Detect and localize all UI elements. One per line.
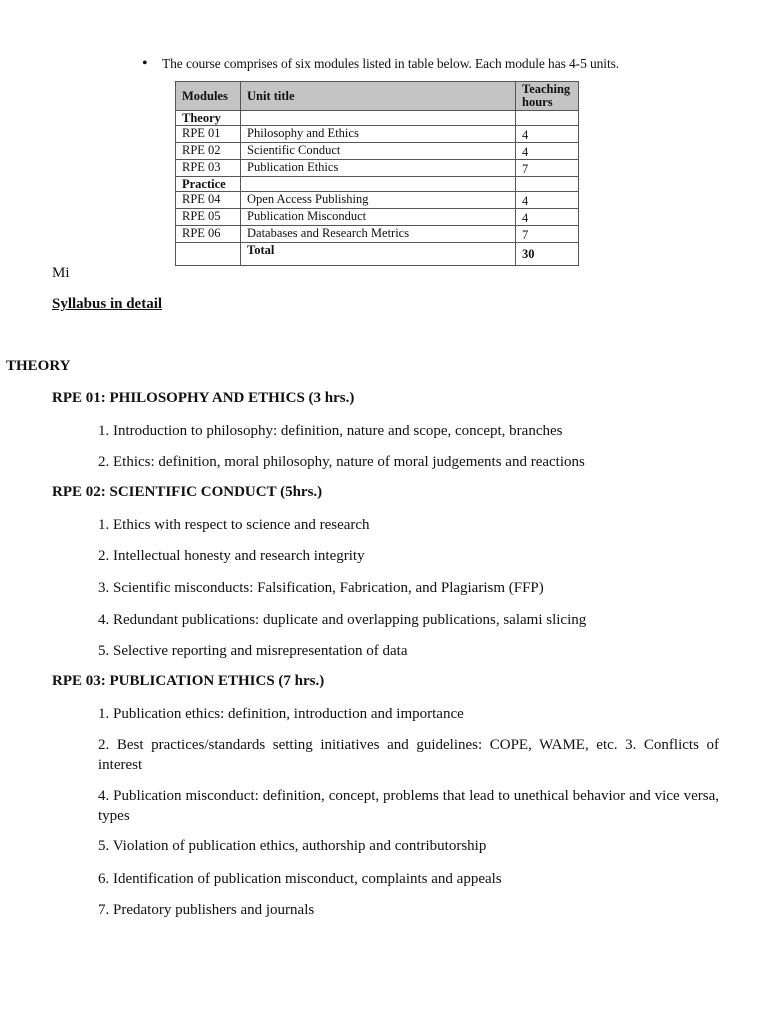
section-heading-theory: THEORY: [6, 358, 71, 374]
teaching-hours: 4: [516, 192, 579, 209]
bullet-point: •: [142, 55, 148, 72]
list-item: 2. Ethics: definition, moral philosophy, nature of moral judgements and reactions: [98, 454, 585, 470]
module-heading-rpe-02: RPE 02: SCIENTIFIC CONDUCT (5hrs.): [52, 484, 323, 500]
teaching-hours: 4: [516, 209, 579, 226]
list-item: 6. Identification of publication misconduct, complaints and appeals: [98, 871, 502, 887]
table-row: [176, 209, 579, 226]
list-item: 3. Scientific misconducts: Falsification, Fabrication, and Plagiarism (FFP): [98, 580, 544, 596]
table-row: [176, 192, 579, 209]
module-code: RPE 04: [176, 192, 241, 209]
module-code: RPE 01: [176, 126, 241, 143]
list-item: 1. Introduction to philosophy: definition, nature and scope, concept, branches: [98, 423, 563, 439]
list-item: 1. Publication ethics: definition, introduction and importance: [98, 706, 464, 722]
unit-title: Publication Misconduct: [241, 209, 516, 226]
unit-title: Scientific Conduct: [241, 143, 516, 160]
stray-text: Mi: [52, 265, 70, 281]
table-row: [176, 226, 579, 243]
module-code: RPE 06: [176, 226, 241, 243]
list-item: 4. Redundant publications: duplicate and overlapping publications, salami slicing: [98, 612, 587, 628]
table-group-row: [176, 177, 579, 192]
table-header-row: [176, 82, 579, 111]
list-item: 5. Violation of publication ethics, authorship and contributorship: [98, 838, 487, 854]
teaching-hours: 7: [516, 160, 579, 177]
list-item: 7. Predatory publishers and journals: [98, 902, 315, 918]
header-modules: Modules: [176, 82, 241, 111]
group-label: Practice: [176, 177, 241, 192]
module-code: RPE 05: [176, 209, 241, 226]
module-heading-rpe-01: RPE 01: PHILOSOPHY AND ETHICS (3 hrs.): [52, 390, 355, 406]
unit-title: Publication Ethics: [241, 160, 516, 177]
list-item: 2. Intellectual honesty and research integrity: [98, 548, 365, 564]
table-total-row: [176, 243, 579, 266]
list-item: 2. Best practices/standards setting initiatives and guidelines: COPE, WAME, etc. 3. Conflicts of interest: [98, 737, 719, 773]
teaching-hours: 7: [516, 226, 579, 243]
total-label: Total: [241, 243, 516, 266]
list-item: 4. Publication misconduct: definition, concept, problems that lead to unethical behavior and vice versa, types: [98, 788, 719, 824]
list-item: 1. Ethics with respect to science and research: [98, 517, 370, 533]
list-item: 5. Selective reporting and misrepresentation of data: [98, 643, 408, 659]
intro-text: The course comprises of six modules listed in table below. Each module has 4-5 units.: [162, 56, 620, 71]
header-unit-title: Unit title: [241, 82, 516, 111]
module-heading-rpe-03: RPE 03: PUBLICATION ETHICS (7 hrs.): [52, 673, 325, 689]
teaching-hours: 4: [516, 126, 579, 143]
module-code: RPE 03: [176, 160, 241, 177]
table-group-row: [176, 111, 579, 126]
total-hours: 30: [516, 243, 579, 266]
teaching-hours: 4: [516, 143, 579, 160]
module-code: RPE 02: [176, 143, 241, 160]
table-row: [176, 143, 579, 160]
unit-title: Philosophy and Ethics: [241, 126, 516, 143]
unit-title: Databases and Research Metrics: [241, 226, 516, 243]
table-row: [176, 160, 579, 177]
unit-title: Open Access Publishing: [241, 192, 516, 209]
header-teaching-hours: Teaching hours: [516, 82, 579, 111]
syllabus-heading: Syllabus in detail: [52, 296, 163, 312]
table-row: [176, 126, 579, 143]
module-table: [175, 81, 579, 266]
group-label: Theory: [176, 111, 241, 126]
